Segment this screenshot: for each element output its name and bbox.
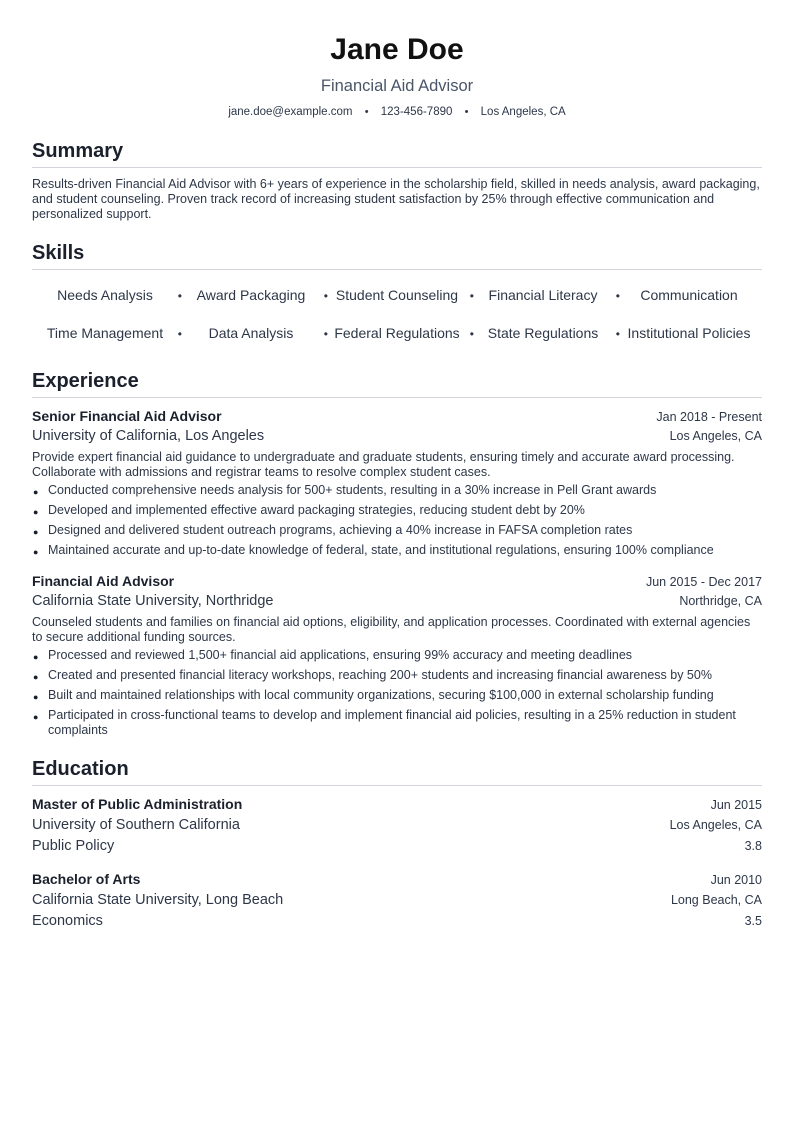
achievement-item: ● Participated in cross-functional teams to develop and implement financial aid policies, resulting in a 25% reduction in student complaints: [32, 708, 762, 738]
skill-separator: •: [323, 327, 328, 342]
job-header-row: [32, 407, 762, 426]
job-org-row: [32, 591, 762, 612]
achievement-item: ● Developed and implemented effective award packaging strategies, reducing student debt by 20%: [32, 503, 762, 518]
skill-item: [324, 316, 474, 350]
edu-date: Jun 2015: [710, 798, 762, 812]
summary-text: Results-driven Financial Aid Advisor with 6+ years of experience in the scholarship field, skilled in needs analysis, award packaging, and student counseling. Proven track record of increasing student satisfaction by 25% through effective communication and personalized support.: [32, 177, 760, 221]
skill-label: State Regulations: [487, 324, 599, 341]
skill-separator: •: [615, 289, 620, 304]
experience-entry: [32, 572, 762, 738]
location-text: Los Angeles, CA: [480, 106, 566, 118]
skill-label: Financial Literacy: [488, 286, 598, 303]
skill-label: Communication: [640, 286, 738, 303]
skill-item: [32, 278, 182, 312]
achievement-item: ● Processed and reviewed 1,500+ financial aid applications, ensuring 99% accuracy and meeting deadlines: [32, 648, 762, 663]
education-entry: [32, 869, 762, 932]
skill-label: Institutional Policies: [627, 324, 751, 341]
skill-label: Time Management: [46, 324, 164, 341]
experience-entry: [32, 407, 762, 558]
skill-item: [470, 316, 620, 350]
experience-section: [32, 368, 762, 738]
edu-school: University of Southern California: [32, 817, 240, 833]
edu-degree-row: [32, 794, 762, 815]
skill-item: [616, 316, 762, 350]
contact-line: [32, 104, 762, 120]
job-location: Northridge, CA: [679, 594, 762, 608]
job-location: Los Angeles, CA: [669, 429, 762, 443]
phone-link[interactable]: 123-456-7890: [380, 106, 453, 118]
job-achievements: [32, 483, 762, 558]
skills-heading: Skills: [32, 240, 762, 270]
skill-separator: •: [469, 289, 474, 304]
skills-section: [32, 240, 762, 350]
edu-field: Economics: [32, 913, 103, 929]
skill-item: [178, 316, 328, 350]
achievement-item: ● Created and presented financial literacy workshops, reaching 200+ students and increasing financial awareness by 50%: [32, 668, 762, 683]
edu-location: Long Beach, CA: [670, 893, 762, 907]
job-organization: California State University, Northridge: [32, 593, 274, 609]
edu-field: Public Policy: [32, 838, 115, 854]
skill-separator: •: [177, 289, 182, 304]
skills-grid: [32, 278, 762, 350]
edu-gpa: 3.8: [744, 839, 762, 853]
edu-date: Jun 2010: [710, 873, 762, 887]
skill-label: Needs Analysis: [57, 286, 153, 303]
job-description: Counseled students and families on financial aid options, eligibility, and application processes. Coordinated with external agencies to secure additional funding sources.: [32, 615, 751, 644]
edu-school-row: [32, 890, 762, 911]
edu-school: California State University, Long Beach: [32, 892, 284, 908]
edu-field-row: [32, 911, 762, 932]
contact-separator: •: [464, 106, 469, 118]
job-dates: Jan 2018 - Present: [656, 410, 762, 424]
skill-label: Award Packaging: [196, 286, 306, 303]
edu-degree-row: [32, 869, 762, 890]
edu-field-row: [32, 836, 762, 857]
summary-heading: Summary: [32, 138, 762, 168]
skill-item: [32, 316, 182, 350]
achievement-item: ● Maintained accurate and up-to-date knowledge of federal, state, and institutional regulations, ensuring 100% compliance: [32, 543, 762, 558]
edu-degree: Bachelor of Arts: [32, 871, 141, 887]
skill-label: Data Analysis: [208, 324, 294, 341]
edu-gpa: 3.5: [744, 914, 762, 928]
skill-label: Federal Regulations: [334, 324, 460, 341]
summary-section: [32, 138, 762, 222]
skill-separator: •: [177, 327, 182, 342]
achievement-item: ● Designed and delivered student outreach programs, achieving a 40% increase in FAFSA completion rates: [32, 523, 762, 538]
job-dates: Jun 2015 - Dec 2017: [645, 575, 762, 589]
resume-header: [32, 0, 762, 120]
email-link[interactable]: jane.doe@example.com: [228, 106, 353, 118]
experience-heading: Experience: [32, 368, 762, 398]
skill-separator: •: [469, 327, 474, 342]
skill-label: Student Counseling: [335, 286, 459, 303]
skill-item: [616, 278, 762, 312]
achievement-item: ● Conducted comprehensive needs analysis for 500+ students, resulting in a 30% increase in Pell Grant awards: [32, 483, 762, 498]
education-entry: [32, 794, 762, 857]
skill-separator: •: [323, 289, 328, 304]
job-header-row: [32, 572, 762, 591]
job-organization: University of California, Los Angeles: [32, 428, 265, 444]
achievement-item: ● Built and maintained relationships with local community organizations, securing $100,000 in external scholarship funding: [32, 688, 762, 703]
skill-separator: •: [615, 327, 620, 342]
job-role: Financial Aid Advisor: [32, 573, 175, 589]
candidate-name: Jane Doe: [330, 33, 464, 66]
contact-separator: •: [364, 106, 369, 118]
candidate-title: Financial Aid Advisor: [320, 77, 474, 95]
edu-location: Los Angeles, CA: [669, 818, 762, 832]
education-heading: Education: [32, 756, 762, 786]
job-description: Provide expert financial aid guidance to undergraduate and graduate students, ensuring timely and accurate award processing. Collaborate with admissions and registrar teams to resolve complex student cases.: [32, 450, 735, 479]
skill-item: [324, 278, 474, 312]
job-role: Senior Financial Aid Advisor: [32, 408, 222, 424]
edu-school-row: [32, 815, 762, 836]
job-org-row: [32, 426, 762, 447]
education-section: [32, 756, 762, 932]
skill-item: [178, 278, 328, 312]
job-achievements: [32, 648, 762, 738]
skill-item: [470, 278, 620, 312]
edu-degree: Master of Public Administration: [32, 796, 243, 812]
